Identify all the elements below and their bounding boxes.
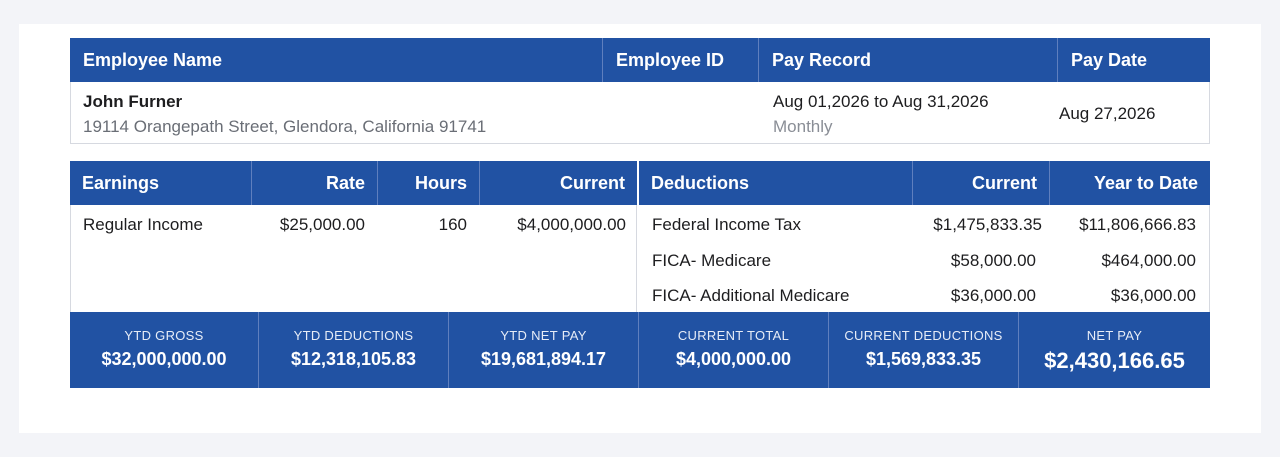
total-value: $2,430,166.65 xyxy=(1044,348,1185,373)
total-label: YTD DEDUCTIONS xyxy=(293,328,414,343)
earnings-col-header: Earnings xyxy=(70,161,252,205)
employee-id-header: Employee ID xyxy=(603,38,759,82)
total-current-deductions xyxy=(829,312,1019,388)
earnings-deductions-table xyxy=(70,161,1210,389)
rate-col-header: Rate xyxy=(252,161,378,205)
employee-info-header xyxy=(70,38,1210,82)
earning-hours: 160 xyxy=(438,215,467,234)
deduction-ytd: $36,000.00 xyxy=(1110,286,1196,305)
deduction-current: $1,475,833.35 xyxy=(933,215,1042,234)
total-value: $19,681,894.17 xyxy=(480,349,607,369)
deduction-ytd: $464,000.00 xyxy=(1101,251,1196,270)
total-label: CURRENT DEDUCTIONS xyxy=(844,328,1003,343)
deduction-ytd: $11,806,666.83 xyxy=(1079,215,1196,234)
total-value: $12,318,105.83 xyxy=(290,349,417,369)
ytd-col-header: Year to Date xyxy=(1093,173,1198,193)
deduction-current: $36,000.00 xyxy=(950,286,1036,305)
earnings-current-col-header: Current xyxy=(559,173,625,193)
deduction-current: $58,000.00 xyxy=(950,251,1036,270)
employee-info-row xyxy=(71,82,1209,143)
total-value: $1,569,833.35 xyxy=(865,349,982,369)
total-current-total xyxy=(639,312,829,388)
total-ytd-net-pay xyxy=(449,312,639,388)
deductions-header xyxy=(639,161,1210,205)
hours-col-header: Hours xyxy=(378,161,480,205)
total-ytd-gross xyxy=(70,312,259,388)
pay-date-value: Aug 27,2026 xyxy=(1059,104,1156,123)
totals-bar xyxy=(70,312,1210,388)
pay-date-header: Pay Date xyxy=(1071,50,1148,70)
pay-record-header: Pay Record xyxy=(759,38,1058,82)
total-net-pay xyxy=(1019,312,1210,388)
pay-period: Aug 01,2026 to Aug 31,2026 xyxy=(773,92,989,111)
employee-info-table xyxy=(70,38,1210,144)
total-value: $4,000,000.00 xyxy=(675,349,792,369)
total-value: $32,000,000.00 xyxy=(101,349,227,369)
pay-stub-card xyxy=(19,24,1261,433)
earnings-header xyxy=(70,161,637,205)
total-label: YTD NET PAY xyxy=(500,328,587,343)
deductions-body xyxy=(639,205,1210,312)
total-label: CURRENT TOTAL xyxy=(677,328,790,343)
total-label: NET PAY xyxy=(1086,328,1143,343)
deduction-name: FICA- Additional Medicare xyxy=(652,286,850,305)
employee-name: John Furner xyxy=(83,92,183,111)
employee-name-header: Employee Name xyxy=(70,38,603,82)
earning-current: $4,000,000.00 xyxy=(517,215,626,234)
deductions-current-col-header: Current xyxy=(913,161,1050,205)
total-ytd-deductions xyxy=(259,312,449,388)
total-label: YTD GROSS xyxy=(124,328,204,343)
pay-frequency: Monthly xyxy=(773,117,833,136)
deduction-name: FICA- Medicare xyxy=(652,251,772,270)
earning-name: Regular Income xyxy=(83,215,204,234)
employee-address: 19114 Orangepath Street, Glendora, California 91741 xyxy=(83,117,487,136)
earning-rate: $25,000.00 xyxy=(279,215,365,234)
earnings-body xyxy=(70,205,637,312)
deductions-col-header: Deductions xyxy=(639,161,913,205)
deduction-name: Federal Income Tax xyxy=(652,215,801,234)
